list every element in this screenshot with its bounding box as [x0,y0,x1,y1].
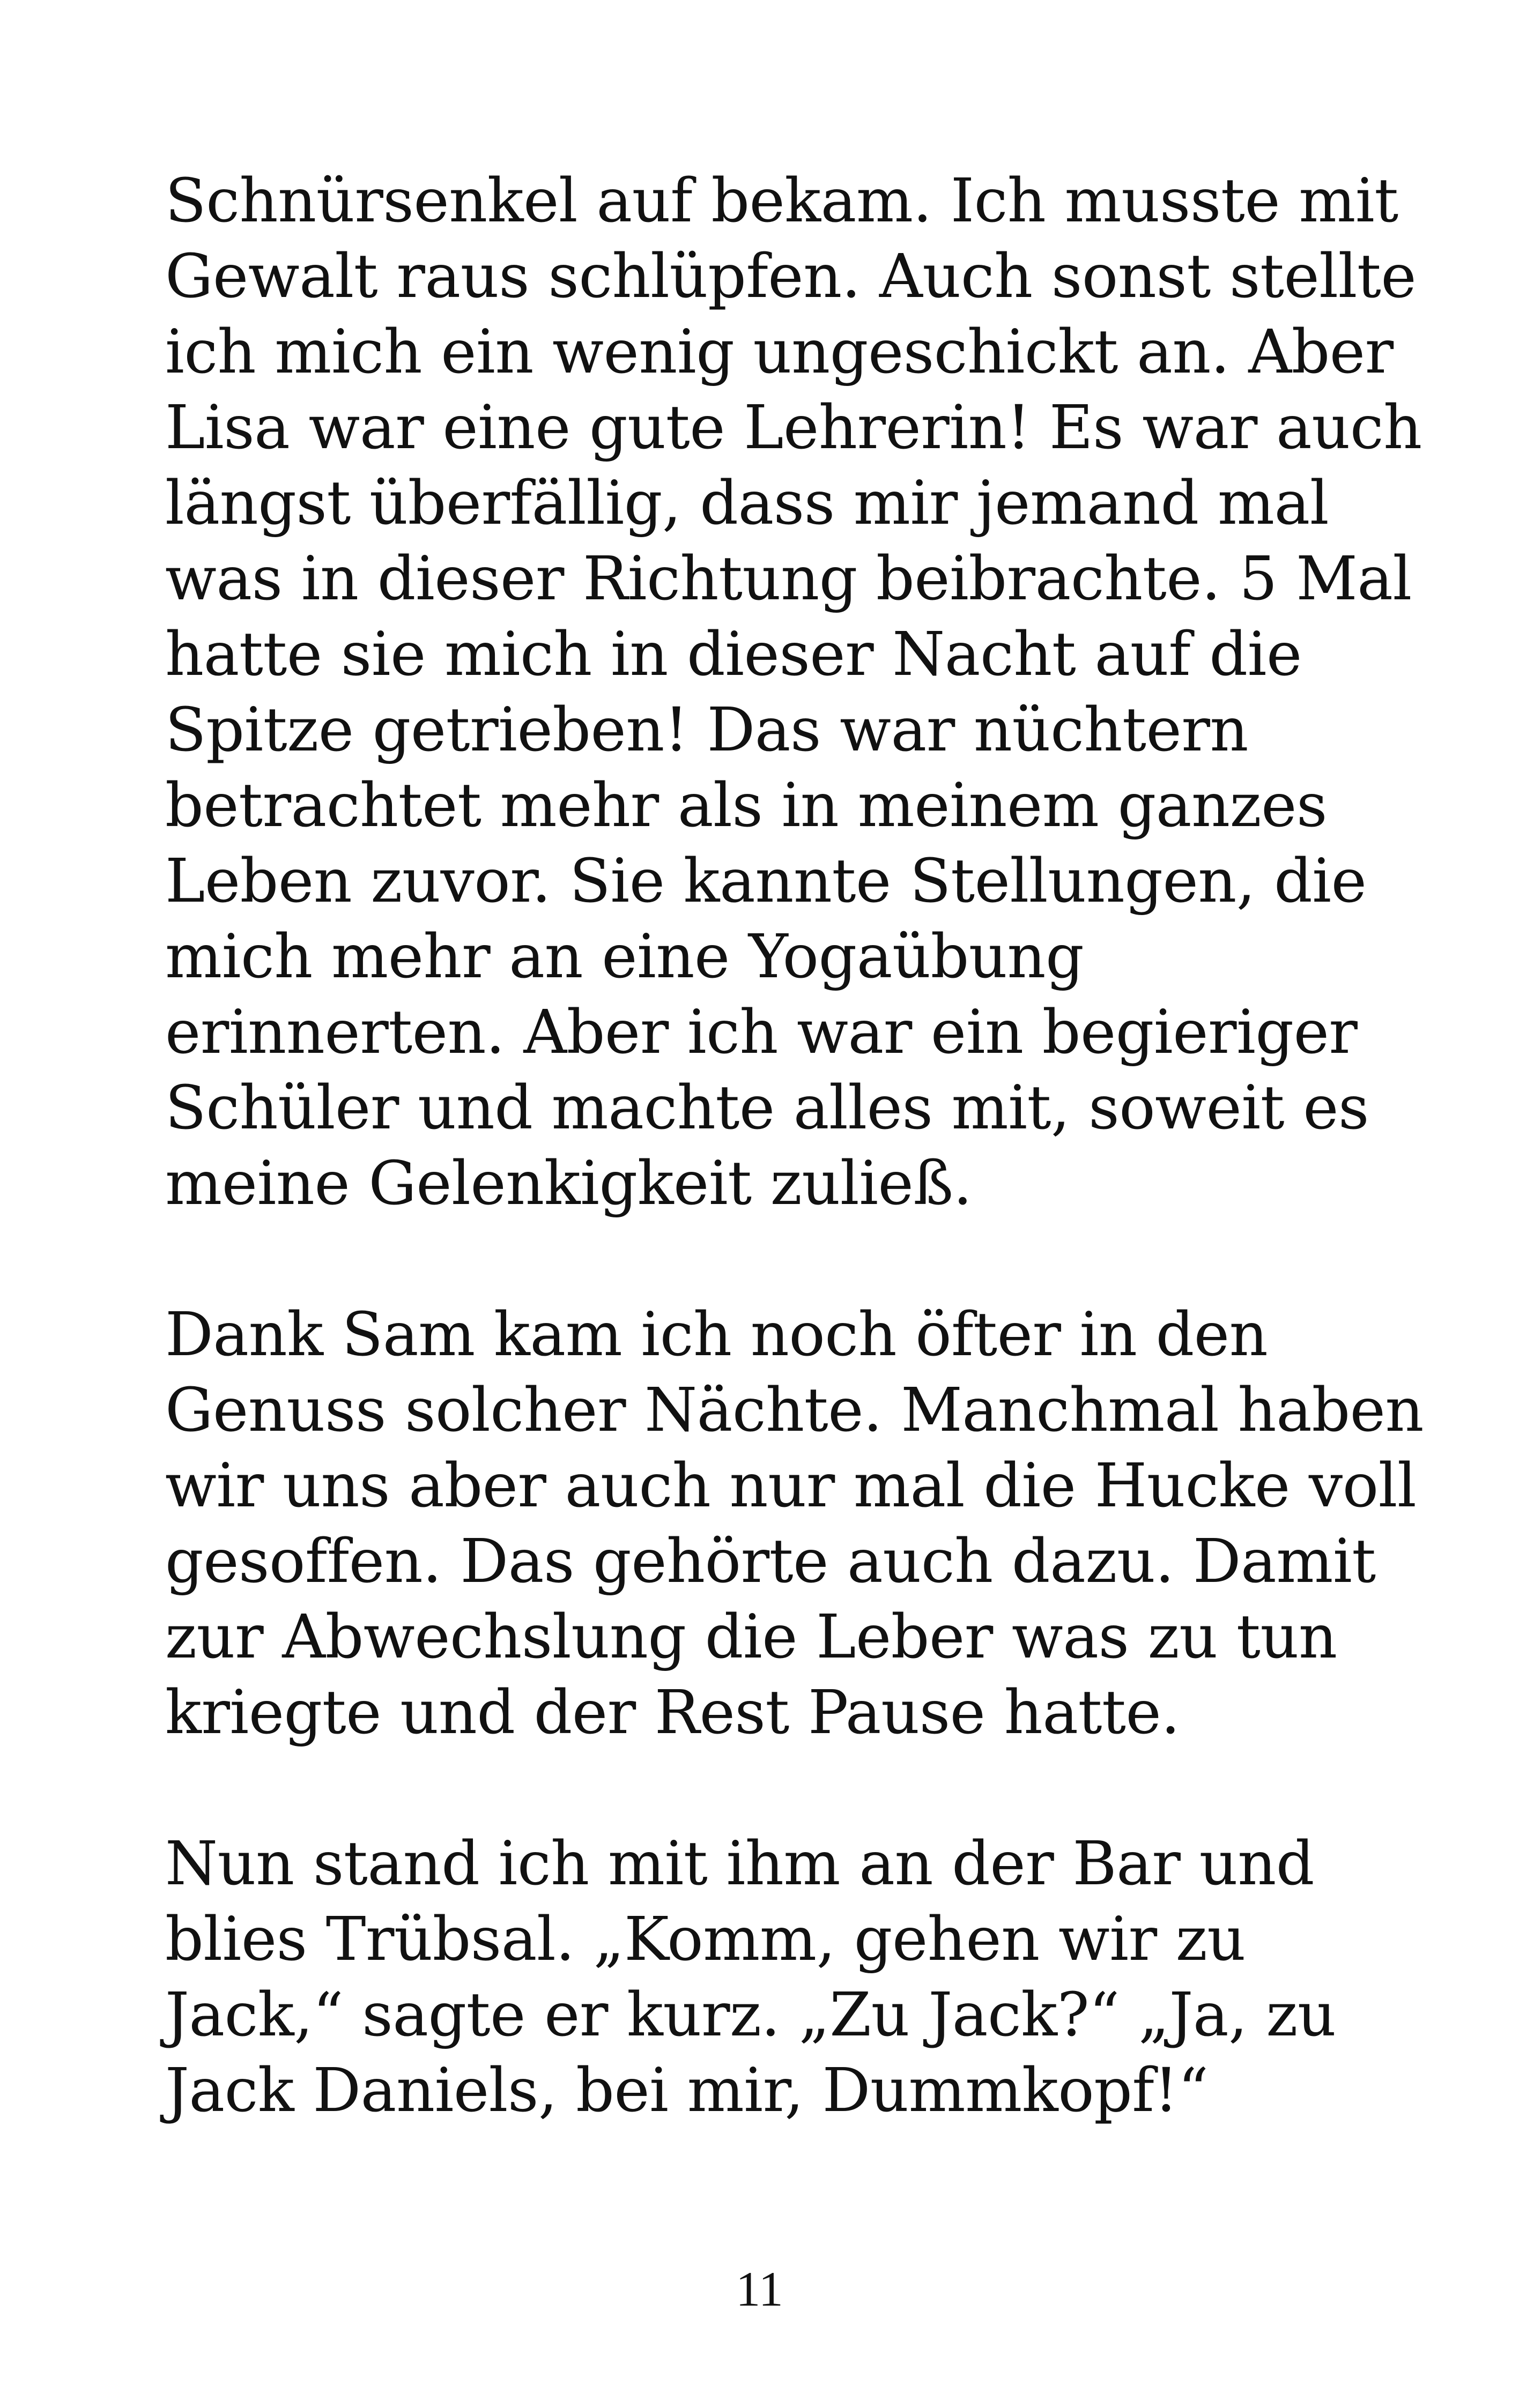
text-line: erinnerten. Aber ich war ein begieriger [165,998,1358,1067]
paragraph-2 [165,1297,1424,1751]
text-line: Leben zuvor. Sie kannte Stellungen, die [165,846,1367,916]
text-line: hatte sie mich in dieser Nacht auf die [165,620,1302,689]
text-line: ich mich ein wenig ungeschickt an. Aber [165,317,1394,387]
text-line: was in dieser Richtung beibrachte. 5 Mal [165,544,1412,614]
text-line: Lisa war eine gute Lehrerin! Es war auch [165,393,1422,463]
text-line: kriegte und der Rest Pause hatte. [165,1678,1180,1748]
body-text [165,163,1424,2129]
text-line: Nun stand ich mit ihm an der Bar und [165,1829,1315,1899]
text-line: meine Gelenkigkeit zuließ. [165,1149,972,1218]
paragraph-3 [165,1826,1398,2129]
text-line: blies Trübsal. „Komm, gehen wir zu [165,1905,1246,1974]
text-line: Gewalt raus schlüpfen. Auch sonst stellte [165,242,1417,311]
page-number: 11 [736,2262,783,2316]
text-line: mich mehr an eine Yogaübung [165,922,1084,992]
paragraph-1 [165,163,1422,1222]
text-line: Jack,“ sagte er kurz. „Zu Jack?“ „Ja, zu [165,1980,1336,2050]
text-line: Schüler und machte alles mit, soweit es [165,1073,1369,1143]
text-line: Dank Sam kam ich noch öfter in den [165,1300,1268,1370]
text-line: Jack Daniels, bei mir, Dummkopf!“ [165,2056,1209,2125]
paragraph-spacer [165,1751,1398,1826]
text-line: Genuss solcher Nächte. Manchmal haben [165,1376,1424,1445]
text-line: gesoffen. Das gehörte auch dazu. Damit [165,1527,1376,1596]
paragraph-spacer [165,1222,1398,1297]
text-line: wir uns aber auch nur mal die Hucke voll [165,1451,1417,1521]
text-line: Schnürsenkel auf bekam. Ich musste mit [165,166,1398,236]
text-line: längst überfällig, dass mir jemand mal [165,469,1329,538]
text-line: zur Abwechslung die Leber was zu tun [165,1602,1337,1672]
text-line: betrachtet mehr als in meinem ganzes [165,771,1327,841]
text-line: Spitze getrieben! Das war nüchtern [165,695,1248,765]
